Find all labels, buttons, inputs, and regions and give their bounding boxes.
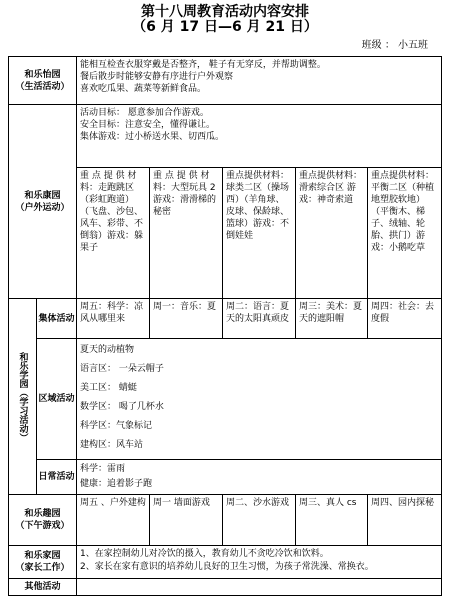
zone-line: 科学区：气象标记 bbox=[80, 421, 153, 431]
home-header bbox=[9, 546, 77, 579]
zone-line: 语言区： 一朵云帽子 bbox=[80, 364, 164, 374]
afternoon-header bbox=[9, 495, 77, 546]
outdoor-zone-5: 重点提供材料：平衡二区（种植地塑胶软地）（平衡木、梯子、绒轴、轮胎、拱门）游戏：小鹅吃草 bbox=[368, 168, 441, 299]
outdoor-goals bbox=[77, 105, 441, 168]
afternoon-game-2: 周一 墙面游戏 bbox=[150, 495, 223, 546]
home-sub: （家长工作） bbox=[15, 563, 70, 573]
afternoon-sub: （下午游戏） bbox=[15, 521, 70, 531]
outdoor-zone-2: 重 点 提 供 材料：大型玩具 2 游戏：滑滑梯的秘密 bbox=[150, 168, 223, 299]
afternoon-game-4: 周三、真人 cs bbox=[296, 495, 368, 546]
afternoon-name: 和乐趣园 bbox=[24, 509, 61, 519]
afternoon-game-5: 周四、园内探秘 bbox=[368, 495, 441, 546]
group-activity-3: 周二：语言：夏天的太阳真顽皮 bbox=[223, 299, 296, 339]
afternoon-game-3: 周二、沙水游戏 bbox=[223, 495, 296, 546]
study-zone-label: 区域活动 bbox=[37, 339, 77, 460]
study-group-label: 集体活动 bbox=[37, 299, 77, 339]
life-name: 和乐怡园 bbox=[24, 69, 61, 80]
study-daily-content bbox=[77, 460, 441, 495]
schedule-table bbox=[8, 56, 442, 596]
life-line: 喜欢吃瓜果、蔬菜等新鲜食品。 bbox=[80, 84, 207, 94]
other-name: 其他活动 bbox=[24, 582, 61, 592]
study-header bbox=[9, 299, 37, 495]
outdoor-goal: 安全目标：注意安全，懂得谦让。 bbox=[80, 120, 216, 130]
zone-line: 数学区： 喝了几杯水 bbox=[80, 402, 164, 412]
study-daily-label: 日常活动 bbox=[37, 460, 77, 495]
daily-line: 健康：追着影子跑 bbox=[80, 479, 153, 489]
outdoor-goal: 集体游戏：过小桥送水果、切西瓜。 bbox=[80, 132, 225, 142]
outdoor-header bbox=[9, 105, 77, 299]
life-line: 餐后散步时能够安静有序进行户外观察 bbox=[80, 72, 234, 82]
home-name: 和乐家园 bbox=[24, 551, 61, 561]
life-sub: （生活活动） bbox=[15, 81, 70, 92]
life-content bbox=[77, 57, 441, 105]
group-activity-4: 周三：美术：夏天的遮阳帽 bbox=[296, 299, 368, 339]
study-name: 和乐学园（学习活动） bbox=[17, 351, 28, 442]
home-line: 1、在家控制幼儿对冷饮的摄入，教育幼儿不贪吃冷饮和饮料。 bbox=[80, 549, 329, 559]
group-activity-1: 周五：科学：凉风从哪里来 bbox=[77, 299, 150, 339]
outdoor-zone-4: 重点提供材料：滑索综合区 游戏：神奇索道 bbox=[296, 168, 368, 299]
class-label: 班级 ： 小五班 bbox=[361, 40, 428, 51]
life-line: 能相互检查衣服穿戴是否整齐， 鞋子有无穿反，并帮助调整。 bbox=[80, 60, 326, 70]
group-activity-2: 周一：音乐：夏 bbox=[150, 299, 223, 339]
zone-line: 夏天的动植物 bbox=[80, 345, 135, 355]
home-content bbox=[77, 546, 441, 579]
group-activity-5: 周四：社会：去度假 bbox=[368, 299, 441, 339]
zone-line: 建构区：风车站 bbox=[80, 440, 144, 450]
other-content bbox=[77, 579, 441, 595]
zone-line: 美工区： 蜻蜓 bbox=[80, 383, 137, 393]
home-line: 2、家长在家有意识的培养幼儿良好的卫生习惯，为孩子常洗澡、常换衣。 bbox=[80, 562, 374, 572]
daily-line: 科学：雷雨 bbox=[80, 464, 126, 474]
study-zone-content bbox=[77, 339, 441, 460]
afternoon-game-1: 周五 、户外建构 bbox=[77, 495, 150, 546]
other-header bbox=[9, 579, 77, 595]
life-header bbox=[9, 57, 77, 105]
outdoor-goal: 活动目标： 愿意参加合作游戏。 bbox=[80, 108, 209, 118]
page-title: 第十八周教育活动内容安排 bbox=[141, 4, 309, 20]
outdoor-sub: （户外运动） bbox=[15, 202, 70, 213]
outdoor-zone-3: 重点提供材料：球类二区（操场西）（羊角球、皮球、保龄球、篮球）游戏：不倒娃娃 bbox=[223, 168, 296, 299]
outdoor-name: 和乐康园 bbox=[24, 190, 61, 201]
page-subtitle: （6 月 17 日—6 月 21 日） bbox=[132, 19, 318, 35]
outdoor-zone-1: 重 点 提 供 材料：走跑跳区（彩虹跑道）（飞盘、沙包、风车、彩带、不倒翁）游戏：躲果子 bbox=[77, 168, 150, 299]
